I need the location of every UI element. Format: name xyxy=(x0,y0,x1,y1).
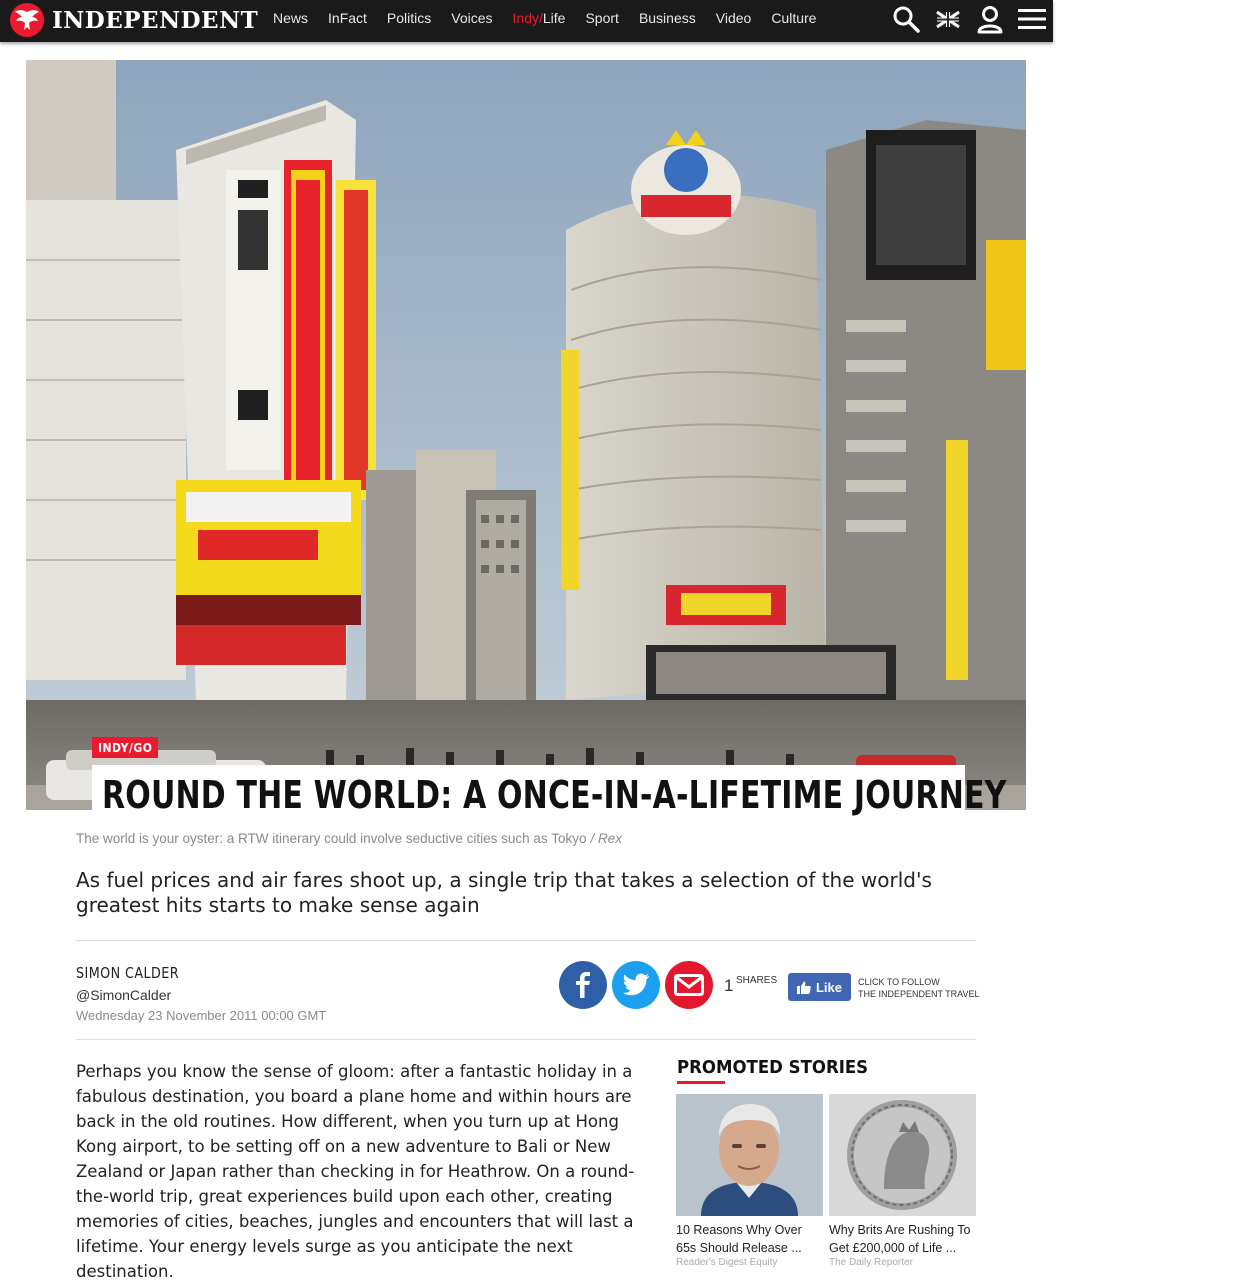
nav-item-indy-prefix: Indy/ xyxy=(512,10,543,26)
uk-flag-icon[interactable] xyxy=(927,0,969,38)
promoted-story-image xyxy=(676,1094,823,1216)
nav-item-politics[interactable]: Politics xyxy=(386,10,432,26)
promoted-story-image xyxy=(829,1094,976,1216)
nav-item-sport[interactable]: Sport xyxy=(585,10,619,26)
hero-image xyxy=(26,60,1026,817)
menu-icon[interactable] xyxy=(1011,0,1053,38)
author-twitter-handle[interactable]: @SimonCalder xyxy=(76,987,172,1003)
image-caption xyxy=(76,831,622,846)
promoted-story-card[interactable] xyxy=(676,1094,823,1268)
divider-top xyxy=(76,940,976,941)
nav-item-news[interactable]: News xyxy=(273,10,309,26)
divider-bottom xyxy=(76,1039,976,1040)
twitter-icon xyxy=(622,973,650,997)
article-standfirst: As fuel prices and air fares shoot up, a single trip that takes a selection of the world's greatest hits starts to make sense again xyxy=(76,868,932,917)
promoted-story-line-1: 10 Reasons Why Over xyxy=(676,1223,802,1237)
user-icon[interactable] xyxy=(969,0,1011,38)
promoted-story-card[interactable] xyxy=(829,1094,976,1268)
nav-item-voices[interactable]: Voices xyxy=(451,10,493,26)
follow-line-2: THE INDEPENDENT TRAVEL xyxy=(858,989,980,999)
section-badge[interactable]: INDY/GO xyxy=(92,737,158,758)
top-nav-bar xyxy=(0,0,1053,42)
nav-item-life-label: Life xyxy=(542,10,566,26)
site-logo[interactable] xyxy=(10,2,258,38)
promoted-story-source: The Daily Reporter xyxy=(829,1257,913,1268)
email-icon xyxy=(674,974,704,996)
nav-icons xyxy=(885,0,1053,38)
promoted-story-line-2: 65s Should Release ... xyxy=(676,1241,802,1255)
share-label: SHARES xyxy=(736,975,778,986)
publish-date: Wednesday 23 November 2011 00:00 GMT xyxy=(76,1008,327,1023)
like-label: Like xyxy=(815,979,842,995)
headline-box xyxy=(92,765,1007,827)
nav-item-indy-life[interactable] xyxy=(503,10,576,26)
promoted-story-headline xyxy=(829,1221,976,1257)
author-name[interactable]: SIMON CALDER xyxy=(76,964,180,982)
nav-item-culture[interactable]: Culture xyxy=(771,10,817,26)
email-share-button[interactable] xyxy=(665,961,713,1009)
eagle-icon xyxy=(10,3,44,37)
main-nav xyxy=(263,0,826,36)
twitter-share-button[interactable] xyxy=(612,961,660,1009)
article-headline: ROUND THE WORLD: A ONCE-IN-A-LIFETIME JOURNEY xyxy=(102,773,1007,817)
promoted-stories-title: PROMOTED STORIES xyxy=(677,1057,869,1078)
follow-line-1: CLICK TO FOLLOW xyxy=(858,977,940,987)
promoted-story-line-1: Why Brits Are Rushing To xyxy=(829,1223,971,1237)
facebook-like-button[interactable] xyxy=(788,973,851,1001)
caption-credit: / Rex xyxy=(590,831,622,846)
promoted-story-headline xyxy=(676,1221,823,1257)
follow-text[interactable] xyxy=(858,976,980,1000)
nav-item-business[interactable]: Business xyxy=(638,10,696,26)
share-count: 1 xyxy=(724,976,734,995)
tokyo-street-illustration xyxy=(26,60,1026,810)
nav-item-video[interactable]: Video xyxy=(715,10,752,26)
promoted-stories-underline xyxy=(677,1081,725,1084)
promoted-story-line-2: Get £200,000 of Life ... xyxy=(829,1241,957,1255)
article-body-paragraph: Perhaps you know the sense of gloom: after a fantastic holiday in a fabulous destination, you board a plane home and within hours are back in the old routines. How different, when you turn up at Hong Kong airport, to be setting off on a new adventure to Bali or New Zealand or Japan rather than checking in for Heathrow. On a round-the-world trip, great experiences build upon each other, creating memories of cities, beaches, jungles and encounters that will last a lifetime. Your energy levels surge as you anticipate the next destination. xyxy=(76,1062,635,1281)
nav-item-infact[interactable]: InFact xyxy=(328,10,367,26)
thumbs-up-icon xyxy=(797,981,811,994)
facebook-icon xyxy=(572,972,594,998)
facebook-share-button[interactable] xyxy=(559,961,607,1009)
search-icon[interactable] xyxy=(885,0,927,38)
promoted-story-source: Reader's Digest Equity xyxy=(676,1257,778,1268)
caption-text: The world is your oyster: a RTW itinerary could involve seductive cities such as Tokyo xyxy=(76,831,587,846)
site-logo-text: INDEPENDENT xyxy=(52,6,259,34)
